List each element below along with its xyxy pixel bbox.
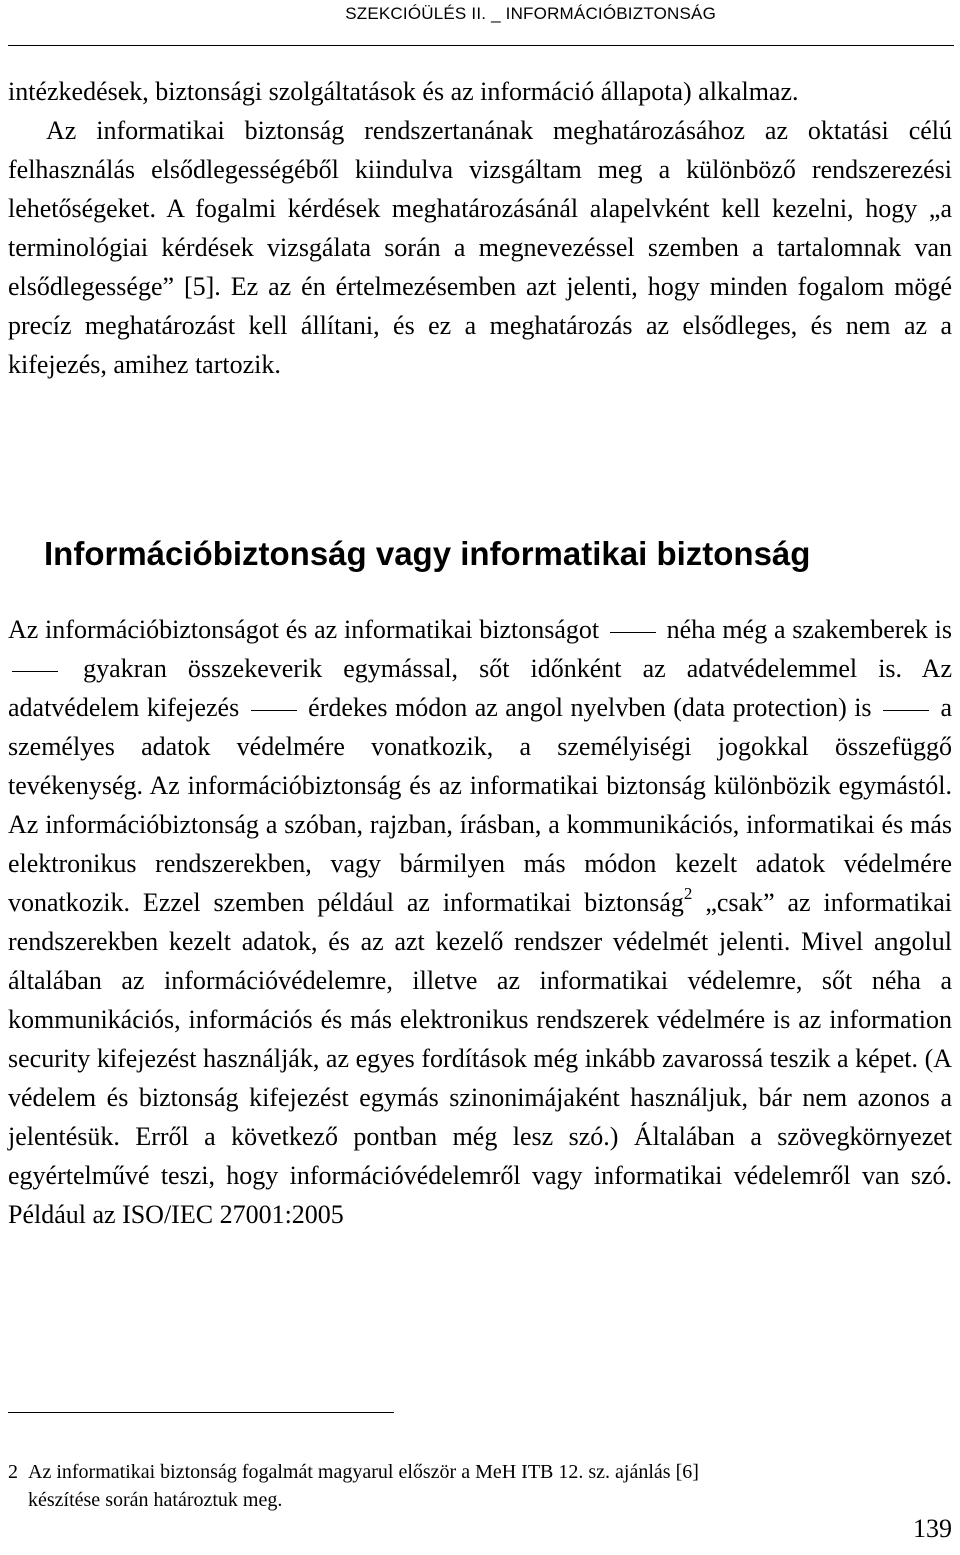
footnote-text-line2: készítése során határoztuk meg. (28, 1489, 283, 1511)
text-run: érdekes módon az angol nyelvben (data protection) is (308, 693, 872, 722)
paragraph-terminology: Az informatikai biztonság rendszertanának meghatározásához az oktatási célú felhasználás elsődlegességéből kiindulva vizsgáltam meg a különböző rendszerezési lehetőségeket. A fogalmi kérdések meghatározásánál alapelvként kell kezelni, hogy „a terminológiai kérdések vizsgálata során a megnevezéssel szemben a tartalomnak van elsődlegessége” [5]. Ez az én értelmezésemben azt jelenti, hogy minden fogalom mögé precíz meghatározást kell állítani, és ez a meghatározás az elsődleges, és nem az a kifejezés, amihez tartozik. (8, 116, 952, 379)
em-dash (610, 632, 656, 633)
text-run: Az információbiztonságot és az informatikai biztonságot (8, 615, 600, 644)
paragraph-infosec (8, 610, 952, 1234)
text-run: gyakran összekeverik egymással, sőt időnként az adatvédelemmel is. Az adatvédelem kifejezés (8, 654, 953, 722)
em-dash (251, 710, 297, 711)
header-rule (8, 45, 954, 46)
running-title: SZEKCIÓÜLÉS II. _ INFORMÁCIÓBIZTONSÁG (345, 4, 716, 23)
footnote-number: 2 (8, 1461, 18, 1483)
page-number: 139 (913, 1514, 952, 1543)
running-header (0, 4, 960, 24)
em-dash (12, 671, 58, 672)
footnote-rule (8, 1412, 394, 1413)
body-block-top (8, 72, 952, 384)
paragraph-continuation: intézkedések, biztonsági szolgáltatások és az információ állapota) alkalmaz. (8, 77, 799, 106)
text-run: „csak” az informatikai rendszerekben kezelt adatok, és az azt kezelő rendszer védelmét jelenti. Mivel angolul általában az információvédelemre, illetve az informatikai védelemre, sőt néha a kommunikációs, információs és más elektronikus rendszerek védelmére is az information security kifejezést használják, az egyes fordítások még inkább zavarossá teszik a képet. (A védelem és biztonság kifejezést egymás szinonimájaként használjuk, bár nem azonos a jelentésük. Erről a következő pontban még lesz szó.) Általában a szövegkörnyezet egyértelművé teszi, hogy információvédelemről vagy informatikai védelemről van szó. Például az ISO/IEC 27001:2005 (8, 888, 953, 1229)
footnote-reference[interactable]: 2 (683, 884, 693, 904)
footnote (8, 1458, 952, 1514)
em-dash (883, 710, 929, 711)
section-heading: Információbiztonság vagy informatikai biztonság (44, 535, 811, 572)
text-run: a személyes adatok védelmére vonatkozik, a személyiségi jogokkal összefüggő tevékenység. Az információbiztonság és az informatikai biztonság különbözik egymástól. Az információbiztonság a szóban, rajzban, írásban, a kommunikációs, informatikai és más elektronikus rendszerekben, vagy bármilyen más módon kezelt adatok védelmére vonatkozik. Ezzel szemben például az informatikai biztonság (8, 693, 953, 917)
text-run: néha még a szakemberek is (666, 615, 953, 644)
body-block-section (8, 610, 952, 1234)
footnote-text-line1: Az informatikai biztonság fogalmát magyarul először a MeH ITB 12. sz. ajánlás [6] (28, 1461, 699, 1483)
